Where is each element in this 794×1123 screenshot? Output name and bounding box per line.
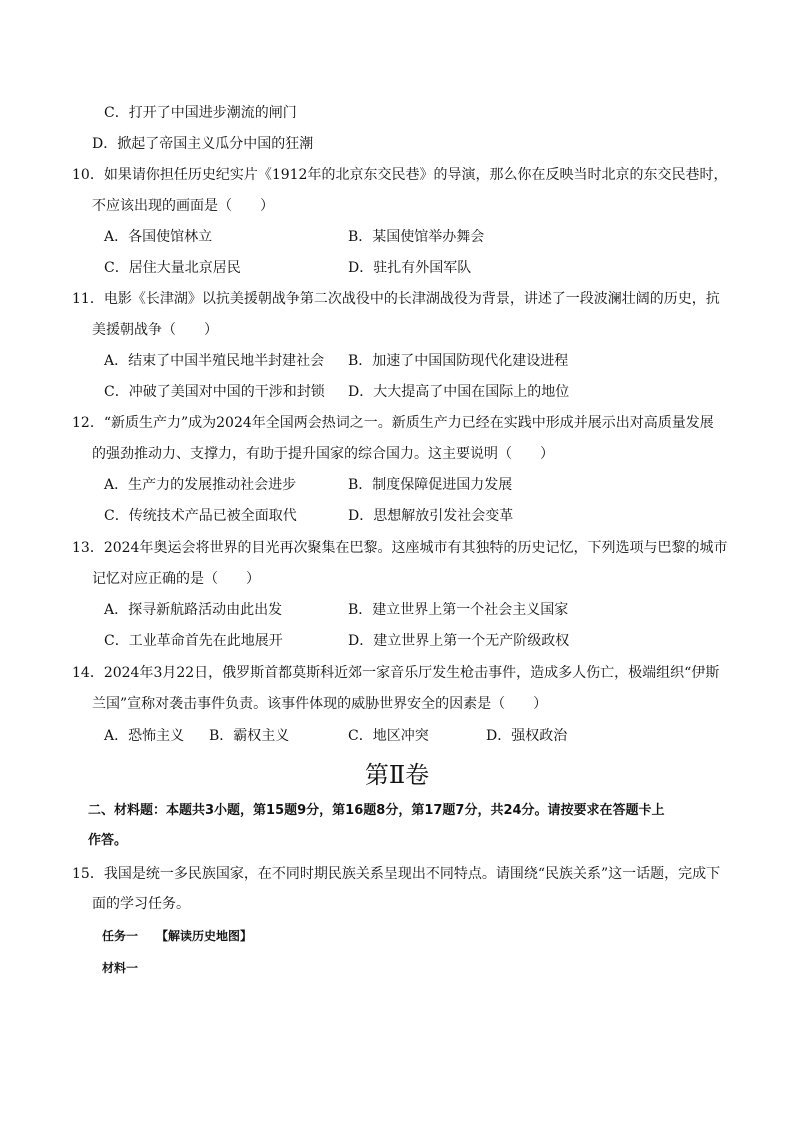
q11-option-c: C．冲破了美国对中国的干涉和封锁	[104, 384, 325, 400]
q10-option-c: C．居住大量北京居民	[104, 260, 241, 276]
q13-stem-line1: 13．2024年奥运会将世界的目光再次聚集在巴黎。这座城市有其独特的历史记忆，下列选项与巴黎的城市	[72, 540, 728, 556]
q10-option-b: B．某国使馆举办舞会	[348, 229, 485, 245]
section-heading-line1: 二、材料题：本题共3小题，第15题9分，第16题8分，第17题7分，共24分。请按要求在答题卡上	[88, 803, 665, 818]
q10-option-d: D．驻扎有外国军队	[348, 260, 472, 276]
q12-option-a: A．生产力的发展推动社会进步	[104, 477, 297, 493]
q10-stem-line2: 不应该出现的画面是（ ）	[92, 198, 274, 214]
q14-option-d: D．强权政治	[486, 728, 568, 744]
q13-option-a: A．探寻新航路活动由此出发	[104, 602, 283, 618]
q12-stem-line2: 的强劲推动力、支撑力，有助于提升国家的综合国力。这主要说明（ ）	[92, 446, 554, 462]
q14-option-a: A．恐怖主义	[104, 728, 185, 744]
q12-option-c: C．传统技术产品已被全面取代	[104, 508, 297, 524]
q11-option-b: B．加速了中国国防现代化建设进程	[348, 353, 569, 369]
q11-stem-line2: 美援朝战争（ ）	[92, 322, 218, 338]
q12-option-d: D．思想解放引发社会变革	[348, 508, 514, 524]
q10-stem-line1: 10．如果请你担任历史纪实片《1912年的北京东交民巷》的导演，那么你在反映当时北京的东交民巷时，	[72, 167, 728, 183]
q15-stem-line2: 面的学习任务。	[92, 896, 190, 912]
q14-stem-line1: 14．2024年3月22日，俄罗斯首都莫斯科近郊一家音乐厅发生枪击事件，造成多人伤亡，极端组织“伊斯	[72, 665, 720, 681]
q13-stem-line2: 记忆对应正确的是（ ）	[92, 571, 260, 587]
q13-option-c: C．工业革命首先在此地展开	[104, 633, 283, 649]
q13-option-b: B．建立世界上第一个社会主义国家	[348, 602, 569, 618]
part-title: 第Ⅱ卷	[364, 761, 430, 789]
q12-stem-line1: 12．“新质生产力”成为2024年全国两会热词之一。新质生产力已经在实践中形成并展示出对高质量发展	[72, 415, 714, 431]
q14-option-b: B．霸权主义	[209, 728, 290, 744]
q11-option-d: D．大大提高了中国在国际上的地位	[348, 384, 570, 400]
task-label: 任务一 【解读历史地图】	[102, 929, 253, 943]
q14-stem-line2: 兰国”宣称对袭击事件负责。该事件体现的威胁世界安全的因素是（ ）	[92, 696, 548, 712]
q12-option-b: B．制度保障促进国力发展	[348, 477, 513, 493]
q9-option-d: D．掀起了帝国主义瓜分中国的狂潮	[92, 136, 314, 152]
q10-option-a: A．各国使馆林立	[104, 229, 213, 245]
q13-option-d: D．建立世界上第一个无产阶级政权	[348, 633, 570, 649]
section-heading-line2: 作答。	[88, 833, 128, 848]
q11-option-a: A．结束了中国半殖民地半封建社会	[104, 353, 325, 369]
q15-stem-line1: 15．我国是统一多民族国家，在不同时期民族关系呈现出不同特点。请围绕“民族关系”这一话题，完成下	[72, 866, 721, 882]
material-label: 材料一	[102, 961, 139, 975]
q14-option-c: C．地区冲突	[348, 728, 429, 744]
q11-stem-line1: 11．电影《长津湖》以抗美援朝战争第二次战役中的长津湖战役为背景，讲述了一段波澜壮阔的历史，抗	[72, 291, 720, 307]
q9-option-c: C．打开了中国进步潮流的闸门	[104, 105, 297, 121]
